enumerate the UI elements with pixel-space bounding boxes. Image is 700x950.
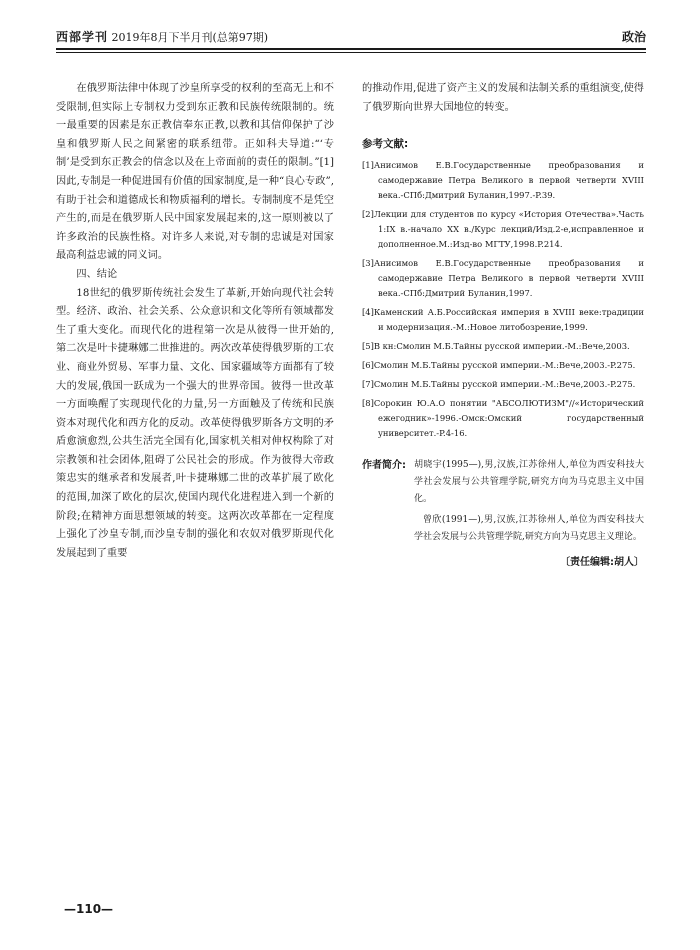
header-rule [56,48,646,50]
right-column [362,80,644,572]
header-rule-thin [56,52,646,53]
section-label: 政治 [621,30,646,44]
page-number: —110— [64,902,114,916]
references-list [362,158,644,441]
journal-name: 西部学刊 [56,30,109,44]
author-bio: 曾欣(1991—),男,汉族,江苏徐州人,单位为西安科技大学社会发展与公共管理学院,研究方向为马克思主义理论。 [414,514,644,542]
reference-item: [6]Смолин М.Б.Тайны русской империи.-М.:Вече,2003.-P.275. [362,359,636,370]
reference-item: [5]В кн:Смолин М.Б.Тайны русской империи.-М.:Вече,2003. [362,340,630,351]
body-paragraph: 在俄罗斯法律中体现了沙皇所享受的权利的至高无上和不受限制,但实际上专制权力受到东正教和民族传统限制的。统一最重要的因素是东正教信奉东正教,以教和其信仰保护了沙皇和俄罗斯人民之间紧密的联系纽带。正如科夫导道:“‘专制’是受到东正教会的信念以及在上帝面前的责任的限制。”[1]因此,专制是一种促进国有价值的国家制度,是一种“良心专政”,有助于社会和道德成长和物质福利的增长。专制制度不是凭空产生的,而是在俄罗斯人民中国家发展起来的,这一原则被以了许多政治的民族性格。对许多人来说,对专制的忠诚是对国家最高利益忠诚的同义词。 [56,83,334,262]
section-heading: 四、结论 [76,268,118,280]
reference-item: [1]Анисимов Е.В.Государственные преобразования и самодержавие Петра Великого в первой четверти XVIII века.-СПб:Дмитрий Буланин,1997.-P.39. [362,159,644,200]
author-info [362,457,644,546]
author-label: 作者简介: [362,459,406,471]
reference-item: [8]Сорокин Ю.А.О понятии "АБСОЛЮТИЗМ"//«Исторический ежегодник»-1996.-Омск:Омский государственный университет.-P.4-16. [362,397,644,438]
issue-info: 2019年8月下半月刊(总第97期) [111,31,269,44]
responsible-editor: 〔责任编辑:胡人〕 [560,556,644,568]
author-bio: 胡晓宇(1995—),男,汉族,江苏徐州人,单位为西安科技大学社会发展与公共管理学院,研究方向为马克思主义中国化。 [414,459,644,504]
body-paragraph: 18世纪的俄罗斯传统社会发生了革新,开始向现代社会转型。经济、政治、社会关系、公众意识和文化等所有领域都发生了重大变化。而现代化的进程第一次是从彼得一世开始的,第二次是叶卡捷琳娜二世推进的。两次改革使得俄罗斯的工农业、商业外贸易、军事力量、文化、国家疆域等方面都有了较大的发展,俄国一跃成为一个强大的世界帝国。彼得一世改革一方面唤醒了实现现代化的力量,另一方面触及了传统和民族资本对现代化和西方化的反动。改革使得俄罗斯各方文明的矛盾愈演愈烈,公共生活完全国有化,国家机关相对伸权构除了对宗教领和社会团体,阻碍了公民社会的形成。作为彼得大帝政策忠实的继承者和发展者,叶卡捷琳娜二世的改革扩展了欧化的范围,加深了欧化的层次,使国内现代化进程进入到一个新的阶段;在精神方面思想领域的转变。这两次改革都在一定程度上强化了沙皇专制,而沙皇专制的强化和农奴对俄罗斯现代化发展起到了重要 [56,287,334,559]
reference-item: [7]Смолин М.Б.Тайны русской империи.-М.:Вече,2003.-P.275. [362,378,636,389]
references-title: 参考文献: [362,138,409,151]
left-column [56,80,334,563]
masthead [56,28,268,45]
reference-item: [4]Каменский А.Б.Российская империя в XVIII веке:традиции и модернизация.-М.:Новое литобозрение,1999. [362,306,644,332]
reference-item: [2]Лекции для студентов по курсу «История Отечества».Часть 1:IX в.-начало XX в./Курс лекций/Изд.2-е,исправленное и дополненное.М.:Изд-во МГТУ,1998.P.214. [362,208,644,249]
page-header [56,18,646,58]
body-paragraph-continued: 的推动作用,促进了资产主义的发展和法制关系的重组演变,使得了俄罗斯向世界大国地位的转变。 [362,83,644,113]
reference-item: [3]Анисимов Е.В.Государственные преобразования и самодержавие Петра Великого в первой четверти XVIII века.-СПб:Дмитрий Буланин,1997. [362,257,644,298]
